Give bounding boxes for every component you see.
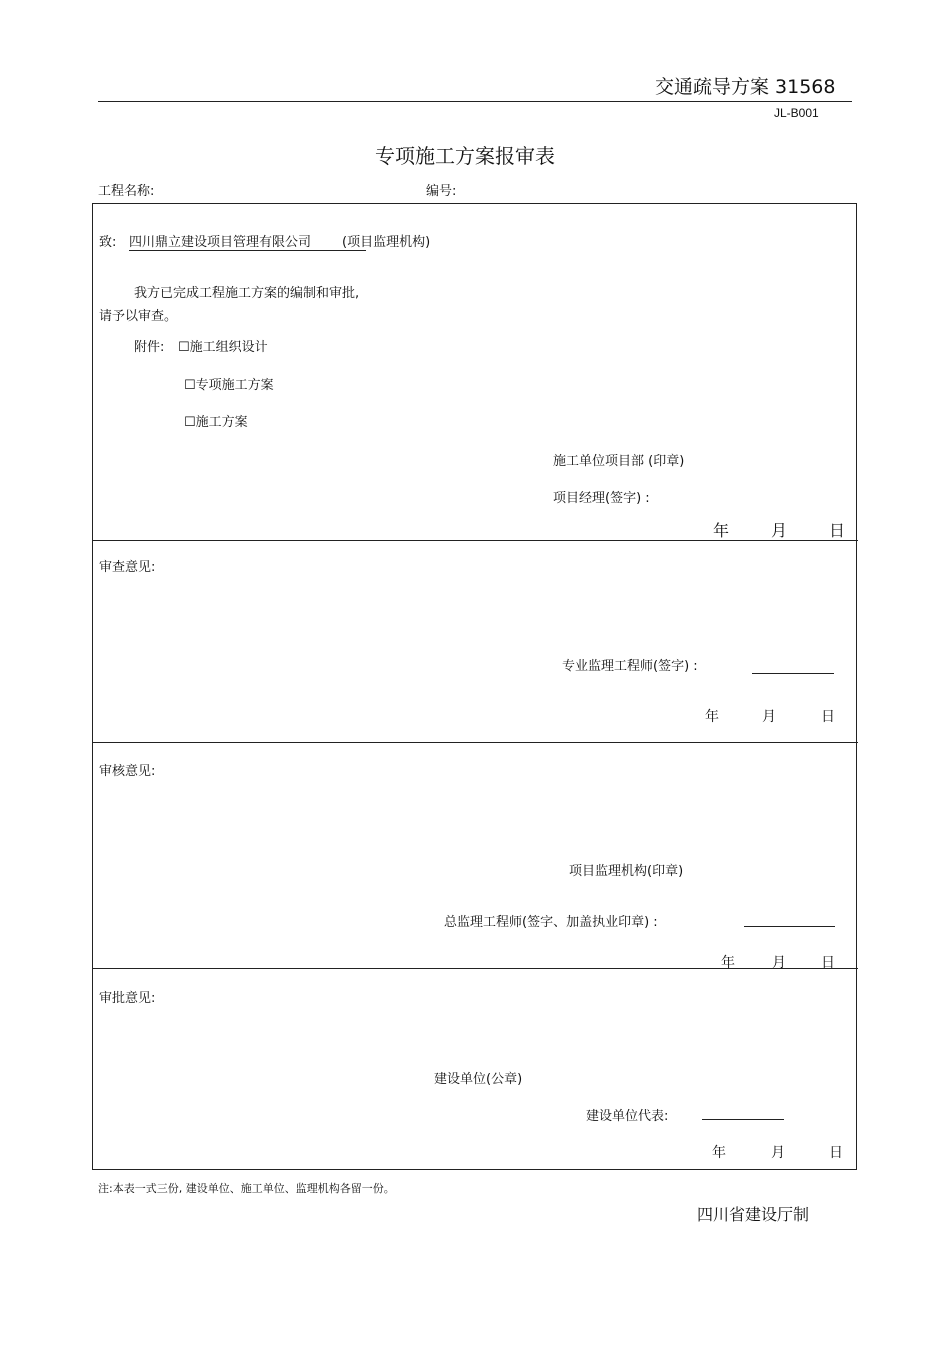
attachment-label: 专项施工方案	[195, 378, 274, 393]
approval-label: 审批意见:	[99, 991, 156, 1006]
date-year: 年	[721, 955, 735, 971]
project-name-label: 工程名称:	[98, 184, 155, 199]
footer-note: 注:本表一式三份, 建设单位、施工单位、监理机构各留一份。	[98, 1182, 395, 1195]
date-year: 年	[705, 709, 719, 725]
issuing-authority: 四川省建设厅制	[697, 1205, 810, 1224]
supervision-org-seal: 项目监理机构(印章)	[569, 864, 684, 879]
date-day: 日	[829, 1145, 843, 1161]
header-divider	[98, 101, 852, 102]
date-day: 日	[821, 709, 835, 725]
date-day: 日	[829, 521, 846, 540]
body-line-2: 请予以审查。	[99, 309, 178, 324]
to-organization: 四川鼎立建设项目管理有限公司	[129, 235, 312, 250]
attachment-item	[184, 411, 248, 430]
review-label: 审查意见:	[99, 560, 156, 575]
to-prefix: 致:	[99, 235, 117, 250]
attachment-label: 施工方案	[195, 415, 248, 430]
chief-engineer-signature: 总监理工程师(签字、加盖执业印章) :	[444, 915, 658, 930]
construction-owner-seal: 建设单位(公章)	[434, 1072, 523, 1087]
owner-representative-label: 建设单位代表:	[586, 1109, 669, 1124]
form-code: JL-B001	[774, 106, 819, 120]
section-divider-3	[92, 968, 858, 969]
date-year: 年	[712, 1145, 726, 1161]
to-suffix: (项目监理机构)	[342, 235, 431, 250]
date-month: 月	[771, 1145, 785, 1161]
to-underline	[129, 250, 366, 251]
attachment-item	[184, 374, 274, 393]
document-title: 专项施工方案报审表	[375, 144, 555, 168]
date-year: 年	[713, 521, 730, 540]
date-month: 月	[771, 521, 788, 540]
date-month: 月	[762, 709, 776, 725]
attachment-item	[178, 336, 268, 355]
signature-line[interactable]	[752, 673, 834, 674]
body-line-1: 我方已完成工程施工方案的编制和审批,	[134, 286, 360, 301]
checkbox-icon[interactable]: ☐	[184, 415, 196, 430]
header-title: 交通疏导方案 31568	[655, 76, 836, 98]
specialist-engineer-signature: 专业监理工程师(签字) :	[562, 659, 698, 674]
signature-line[interactable]	[702, 1119, 784, 1120]
construction-unit-seal: 施工单位项目部 (印章)	[553, 454, 685, 469]
project-manager-signature: 项目经理(签字) :	[553, 491, 650, 506]
section-divider-1	[92, 540, 858, 541]
attachments-label: 附件:	[134, 340, 165, 355]
number-label: 编号:	[426, 184, 457, 199]
signature-line[interactable]	[744, 926, 835, 927]
date-month: 月	[772, 955, 786, 971]
audit-label: 审核意见:	[99, 764, 156, 779]
date-day: 日	[821, 955, 835, 971]
section-divider-2	[92, 742, 858, 743]
checkbox-icon[interactable]: ☐	[184, 378, 196, 393]
checkbox-icon[interactable]: ☐	[178, 340, 190, 355]
attachment-label: 施工组织设计	[189, 340, 268, 355]
